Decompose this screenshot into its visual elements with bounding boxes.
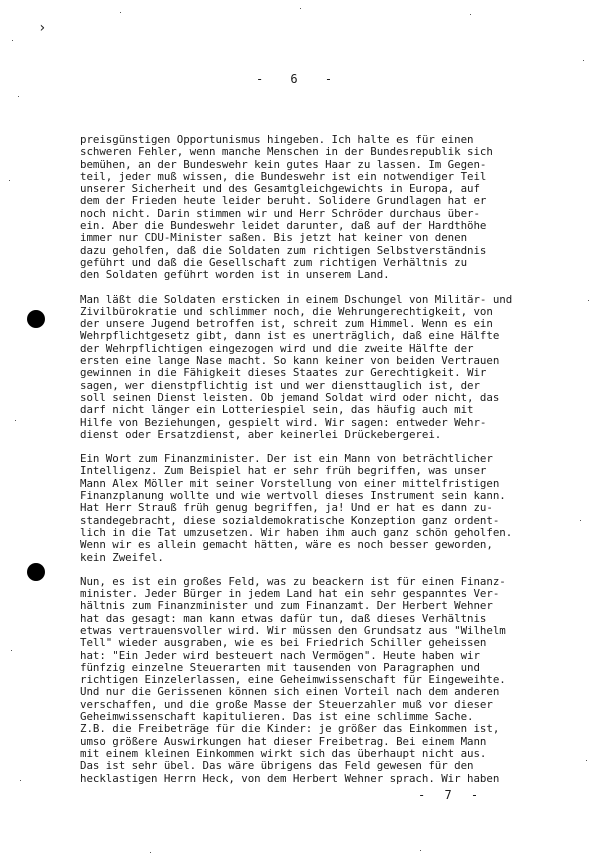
punch-hole-lower-icon bbox=[27, 563, 45, 581]
text-line: teil, jeder muß wissen, die Bundeswehr ist ein notwendiger Teil bbox=[80, 169, 487, 183]
text-line: dazu geholfen, daß die Soldaten zum richtigen Selbstverständnis bbox=[80, 243, 487, 257]
text-line: verschaffen, und die große Masse der Steuerzahler muß vor dieser bbox=[80, 697, 493, 711]
text-line: lich in die Tat umzusetzen. Wir haben ihm auch ganz schön geholfen. bbox=[80, 525, 513, 539]
text-line: Geheimwissenschaft kapitulieren. Das ist eine schlimme Sache. bbox=[80, 710, 474, 724]
text-line: mit einem kleinen Einkommen wirkt sich das überhaupt nicht aus. bbox=[80, 746, 487, 760]
text-line: Mann Alex Möller mit seiner Vorstellung von einer mittelfristigen bbox=[80, 476, 500, 490]
text-line: dem der Frieden heute leider beruht. Solidere Grundlagen hat er bbox=[80, 194, 487, 208]
text-line: hat: "Ein Jeder wird besteuert nach Vermögen". Heute haben wir bbox=[80, 648, 480, 662]
text-line: Man läßt die Soldaten ersticken in einem Dschungel von Militär- und bbox=[80, 292, 513, 306]
text-line: noch nicht. Darin stimmen wir und Herr Schröder durchaus über- bbox=[80, 206, 480, 220]
paragraph bbox=[80, 576, 550, 785]
text-line: gewinnen in die Fähigkeit dieses Staates zur Gerechtigkeit. Wir bbox=[80, 366, 487, 380]
text-line: geführt und daß die Gesellschaft zum richtigen Verhältnis zu bbox=[80, 255, 468, 269]
text-line: fünfzig einzelne Steuerarten mit tausenden von Paragraphen und bbox=[80, 660, 480, 674]
text-line: hältnis zum Finanzminister und zum Finanzamt. Der Herbert Wehner bbox=[80, 599, 493, 613]
paragraph bbox=[80, 294, 550, 442]
corner-mark: › bbox=[38, 20, 47, 36]
text-line: ersten eine lange Nase macht. So kann keiner von beiden Vertrauen bbox=[80, 354, 500, 368]
text-line: Finanzplanung wollte und wie wertvoll dieses Instrument sein kann. bbox=[80, 489, 506, 503]
text-line: Intelligenz. Zum Beispiel hat er sehr früh begriffen, was unser bbox=[80, 464, 487, 478]
text-line: bemühen, an der Bundeswehr kein gutes Haar zu lassen. Im Gegen- bbox=[80, 157, 487, 171]
text-line: Z.B. die Freibeträge für die Kinder: je größer das Einkommen ist, bbox=[80, 722, 500, 736]
text-line: den Soldaten geführt worden ist in unserem Land. bbox=[80, 268, 390, 282]
text-line: ein. Aber die Bundeswehr leidet darunter, daß auf der Hardthöhe bbox=[80, 219, 487, 233]
text-line: sagen, wer dienstpflichtig ist und wer diensttauglich ist, der bbox=[80, 378, 480, 392]
next-page-marker: - 7 - bbox=[418, 788, 485, 802]
text-line: standegebracht, diese sozialdemokratische Konzeption ganz ordent- bbox=[80, 513, 500, 527]
text-line: Hilfe von Beziehungen, gespielt wird. Wir sagen: entweder Wehr- bbox=[80, 415, 487, 429]
text-line: der unsere Jugend betroffen ist, schreit zum Himmel. Wenn es ein bbox=[80, 317, 493, 331]
text-line: etwas vertrauensvoller wird. Wir müssen den Grundsatz aus "Wilhelm bbox=[80, 623, 506, 637]
text-line: preisgünstigen Opportunismus hingeben. Ich halte es für einen bbox=[80, 133, 474, 146]
text-line: richtigen Einzelerlassen, eine Geheimwissenschaft für Eingeweihte. bbox=[80, 673, 506, 687]
paragraph bbox=[80, 453, 550, 564]
punch-hole-upper-icon bbox=[27, 310, 45, 328]
text-line: kein Zweifel. bbox=[80, 550, 164, 564]
text-line: hecklastigen Herrn Heck, von dem Herbert Wehner sprach. Wir haben bbox=[80, 771, 500, 785]
text-line: Tell" wieder ausgraben, wie es bei Friedrich Schiller geheissen bbox=[80, 636, 487, 650]
text-line: Das ist sehr übel. Das wäre übrigens das Feld gewesen für den bbox=[80, 759, 474, 773]
text-line: Wehrpflichtgesetz gibt, dann ist es unerträglich, daß eine Hälfte bbox=[80, 329, 500, 343]
text-line: Hat Herr Strauß früh genug begriffen, ja! Und er hat es dann zu- bbox=[80, 501, 493, 515]
text-line: Nun, es ist ein großes Feld, was zu beackern ist für einen Finanz- bbox=[80, 574, 506, 588]
text-line: minister. Jeder Bürger in jedem Land hat ein sehr gespanntes Ver- bbox=[80, 587, 500, 601]
page-number: - 6 - bbox=[255, 72, 343, 86]
text-line: hat das gesagt: man kann etwas dafür tun, daß dieses Verhältnis bbox=[80, 611, 487, 625]
text-line: der Wehrpflichtigen eingezogen wird und die zweite Hälfte der bbox=[80, 341, 474, 355]
text-line: soll seinen Dienst leisten. Ob jemand Soldat wird oder nicht, das bbox=[80, 390, 500, 404]
text-line: umso größere Auswirkungen hat dieser Freibetrag. Bei einem Mann bbox=[80, 734, 487, 748]
text-line: schweren Fehler, wenn manche Menschen in der Bundesrepublik sich bbox=[80, 145, 493, 159]
text-line: unserer Sicherheit und des Gesamtgleichgewichts in Europa, auf bbox=[80, 182, 480, 196]
paragraph bbox=[80, 134, 550, 282]
text-line: Ein Wort zum Finanzminister. Der ist ein Mann von beträchtlicher bbox=[80, 452, 493, 466]
text-line: Wenn wir es allein gemacht hätten, wäre es noch besser geworden, bbox=[80, 538, 493, 552]
text-line: dienst oder Ersatzdienst, aber keinerlei Drückebergerei. bbox=[80, 427, 442, 441]
text-line: immer nur CDU-Minister saßen. Bis jetzt hat keiner von denen bbox=[80, 231, 468, 245]
text-line: Zivilbürokratie und schlimmer noch, die Wehrungerechtigkeit, von bbox=[80, 304, 493, 318]
body-text bbox=[80, 134, 550, 797]
text-line: darf nicht länger ein Lotteriespiel sein, das häufig auch mit bbox=[80, 403, 474, 417]
text-line: Und nur die Gerissenen können sich einen Vorteil nach dem anderen bbox=[80, 685, 500, 699]
